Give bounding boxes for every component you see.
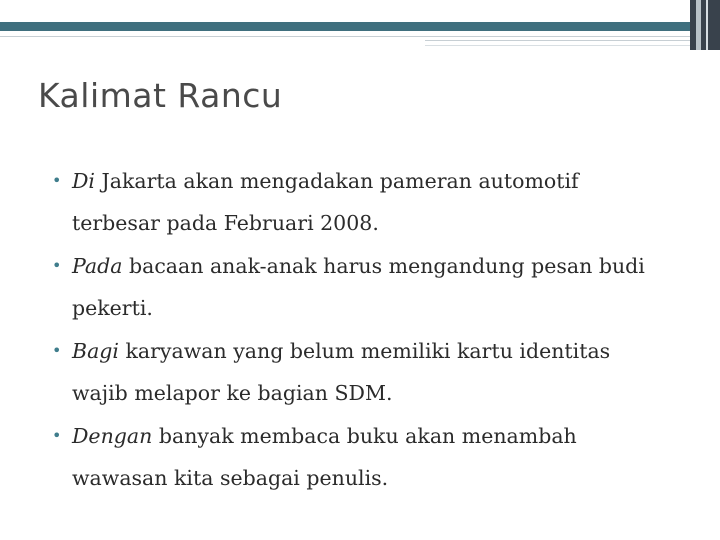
bullet-text: banyak membaca buku akan menambah wawasan kita sebagai penulis.	[72, 424, 577, 490]
bullet-text: karyawan yang belum memiliki kartu identitas wajib melapor ke bagian SDM.	[72, 339, 611, 405]
corner-stripe	[696, 0, 701, 50]
bullet-text: bacaan anak-anak harus mengandung pesan budi pekerti.	[72, 254, 645, 320]
list-item	[52, 160, 672, 244]
bullet-lead-word: Di	[72, 169, 95, 193]
bullet-lead-word: Bagi	[72, 339, 119, 363]
list-item	[52, 415, 672, 499]
header-band	[0, 22, 720, 31]
bullet-icon: •	[52, 171, 62, 190]
header-rule	[0, 36, 690, 37]
header-rule-short	[425, 40, 690, 41]
bullet-lead-word: Dengan	[72, 424, 153, 448]
bullet-icon: •	[52, 341, 62, 360]
corner-block	[690, 0, 720, 50]
list-item	[52, 245, 672, 329]
bullet-icon: •	[52, 426, 62, 445]
bullet-list	[52, 160, 672, 500]
bullet-lead-word: Pada	[72, 254, 123, 278]
list-item	[52, 330, 672, 414]
bullet-icon: •	[52, 256, 62, 275]
bullet-text: Jakarta akan mengadakan pameran automotif terbesar pada Februari 2008.	[72, 169, 579, 235]
header-rule-short-2	[425, 45, 690, 46]
slide-title: Kalimat Rancu	[38, 76, 283, 115]
corner-stripe-2	[706, 0, 708, 50]
